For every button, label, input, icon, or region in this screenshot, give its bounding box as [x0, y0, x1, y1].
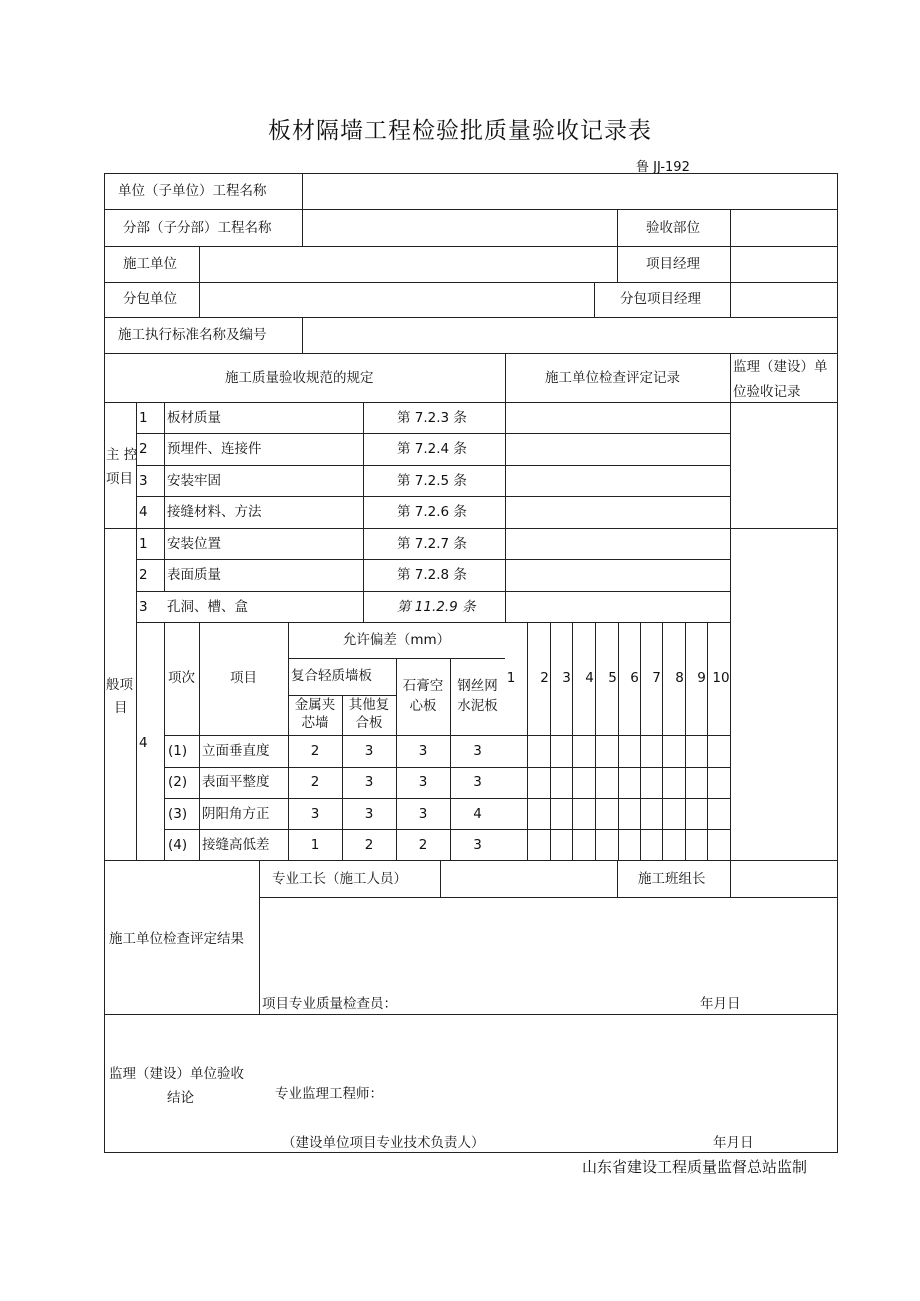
- main-item-no: 2: [139, 441, 148, 457]
- point-header: 5: [608, 670, 617, 686]
- tolerance-value: 3: [310, 806, 320, 822]
- general-item-no: 1: [139, 536, 148, 552]
- supervision-label-2: 结论: [167, 1090, 194, 1106]
- tolerance-value: 2: [310, 743, 320, 759]
- general-label-2: 目: [114, 700, 128, 716]
- general-item-no: 2: [139, 567, 148, 583]
- project-manager-label: 项目经理: [646, 256, 700, 272]
- supervision-column-header-2: 位验收记录: [733, 384, 801, 400]
- tolerance-value: 3: [418, 774, 428, 790]
- other-composite-header-2: 合板: [355, 715, 383, 731]
- tolerance-value: 2: [364, 837, 374, 853]
- project-name-label: 单位（子单位）工程名称: [118, 183, 267, 199]
- point-header: 9: [697, 670, 706, 686]
- tolerance-value: 3: [364, 806, 374, 822]
- tolerance-value: 2: [310, 774, 320, 790]
- tolerance-value: 3: [364, 743, 374, 759]
- sub-project-label: 分部（子分部）工程名称: [123, 220, 272, 236]
- tolerance-value: 3: [418, 806, 428, 822]
- main-control-label-1: 主 控: [106, 447, 138, 463]
- point-header: 10: [712, 670, 730, 686]
- tolerance-value: 4: [473, 806, 482, 822]
- main-item-name: 板材质量: [167, 410, 221, 426]
- tolerance-value: 1: [310, 837, 320, 853]
- tolerance-row-name: 表面平整度: [202, 774, 270, 790]
- result-date-label: 年月日: [700, 996, 741, 1012]
- main-item-name: 预埋件、连接件: [167, 441, 262, 457]
- standard-label: 施工执行标准名称及编号: [118, 327, 267, 343]
- point-header: 4: [585, 670, 594, 686]
- general-item-clause: 第 11.2.9 条: [397, 599, 476, 615]
- team-leader-label: 施工班组长: [638, 871, 706, 887]
- result-label: 施工单位检查评定结果: [109, 931, 244, 947]
- sub-manager-label: 分包项目经理: [620, 291, 701, 307]
- main-item-clause: 第 7.2.4 条: [397, 441, 467, 457]
- general-item-4-no: 4: [139, 735, 148, 751]
- form-title: 板材隔墙工程检验批质量验收记录表: [268, 118, 652, 144]
- gypsum-board-header-2: 心板: [409, 698, 437, 714]
- steel-mesh-header-1: 钢丝网: [457, 678, 498, 694]
- main-item-no: 1: [139, 410, 148, 426]
- tolerance-value: 3: [418, 743, 428, 759]
- point-header: 3: [562, 670, 571, 686]
- contractor-label: 施工单位: [123, 256, 177, 272]
- tolerance-item-header: 项目: [230, 670, 257, 686]
- supervision-label-1: 监理（建设）单位验收: [109, 1066, 244, 1082]
- tolerance-value: 3: [473, 774, 482, 790]
- main-item-clause: 第 7.2.3 条: [397, 410, 467, 426]
- tolerance-seq-header: 项次: [168, 670, 195, 686]
- tolerance-row-seq: (2): [168, 774, 188, 790]
- acceptance-part-label: 验收部位: [646, 220, 700, 236]
- spec-column-header: 施工质量验收规范的规定: [225, 370, 374, 386]
- general-item-no: 3: [139, 599, 148, 615]
- main-control-label-2: 项目: [106, 471, 133, 487]
- supervision-date-label: 年月日: [713, 1135, 754, 1151]
- tolerance-value: 3: [473, 837, 482, 853]
- main-item-name: 接缝材料、方法: [167, 504, 262, 520]
- supervision-column-header-1: 监理（建设）单: [733, 359, 828, 375]
- metal-core-header-1: 金属夹: [294, 697, 336, 713]
- general-item-clause: 第 7.2.7 条: [397, 536, 467, 552]
- main-item-clause: 第 7.2.6 条: [397, 504, 467, 520]
- engineer-label: 专业监理工程师：: [275, 1086, 383, 1102]
- subcontractor-label: 分包单位: [123, 291, 177, 307]
- point-header: 7: [652, 670, 661, 686]
- check-record-column-header: 施工单位检查评定记录: [545, 370, 680, 386]
- general-item-name: 安装位置: [167, 536, 221, 552]
- form-code: 鲁 JJ-192: [636, 160, 690, 175]
- point-header: 8: [675, 670, 684, 686]
- tolerance-row-seq: (1): [168, 743, 188, 759]
- footer-issuer: 山东省建设工程质量监督总站监制: [582, 1158, 808, 1176]
- tolerance-row-seq: (3): [168, 806, 188, 822]
- gypsum-board-header-1: 石膏空: [402, 678, 444, 694]
- foreman-label: 专业工长（施工人员）: [272, 871, 407, 887]
- general-item-name: 表面质量: [167, 567, 221, 583]
- main-item-no: 3: [139, 473, 148, 489]
- metal-core-header-2: 芯墙: [301, 715, 329, 731]
- tolerance-value: 3: [473, 743, 482, 759]
- main-item-name: 安装牢固: [167, 473, 221, 489]
- main-item-no: 4: [139, 504, 148, 520]
- inspector-label: 项目专业质量检查员：: [262, 996, 397, 1012]
- tolerance-value: 2: [418, 837, 428, 853]
- tolerance-row-seq: (4): [168, 837, 188, 853]
- tolerance-value: 3: [364, 774, 374, 790]
- general-item-name: 孔洞、槽、盒: [167, 599, 248, 615]
- tolerance-row-name: 立面垂直度: [202, 743, 270, 759]
- general-item-clause: 第 7.2.8 条: [397, 567, 467, 583]
- point-header: 2: [540, 670, 549, 686]
- tolerance-row-name: 阴阳角方正: [202, 806, 270, 822]
- owner-label: （建设单位项目专业技术负责人）: [282, 1135, 485, 1151]
- main-item-clause: 第 7.2.5 条: [397, 473, 467, 489]
- tolerance-row-name: 接缝高低差: [202, 837, 270, 853]
- composite-board-header: 复合轻质墙板: [291, 668, 372, 684]
- steel-mesh-header-2: 水泥板: [457, 698, 498, 714]
- allowed-deviation-header: 允许偏差（mm）: [342, 632, 451, 648]
- point-header: 6: [630, 670, 639, 686]
- general-label-1: 般项: [106, 677, 133, 693]
- other-composite-header-1: 其他复: [348, 697, 390, 713]
- point-header: 1: [506, 670, 516, 686]
